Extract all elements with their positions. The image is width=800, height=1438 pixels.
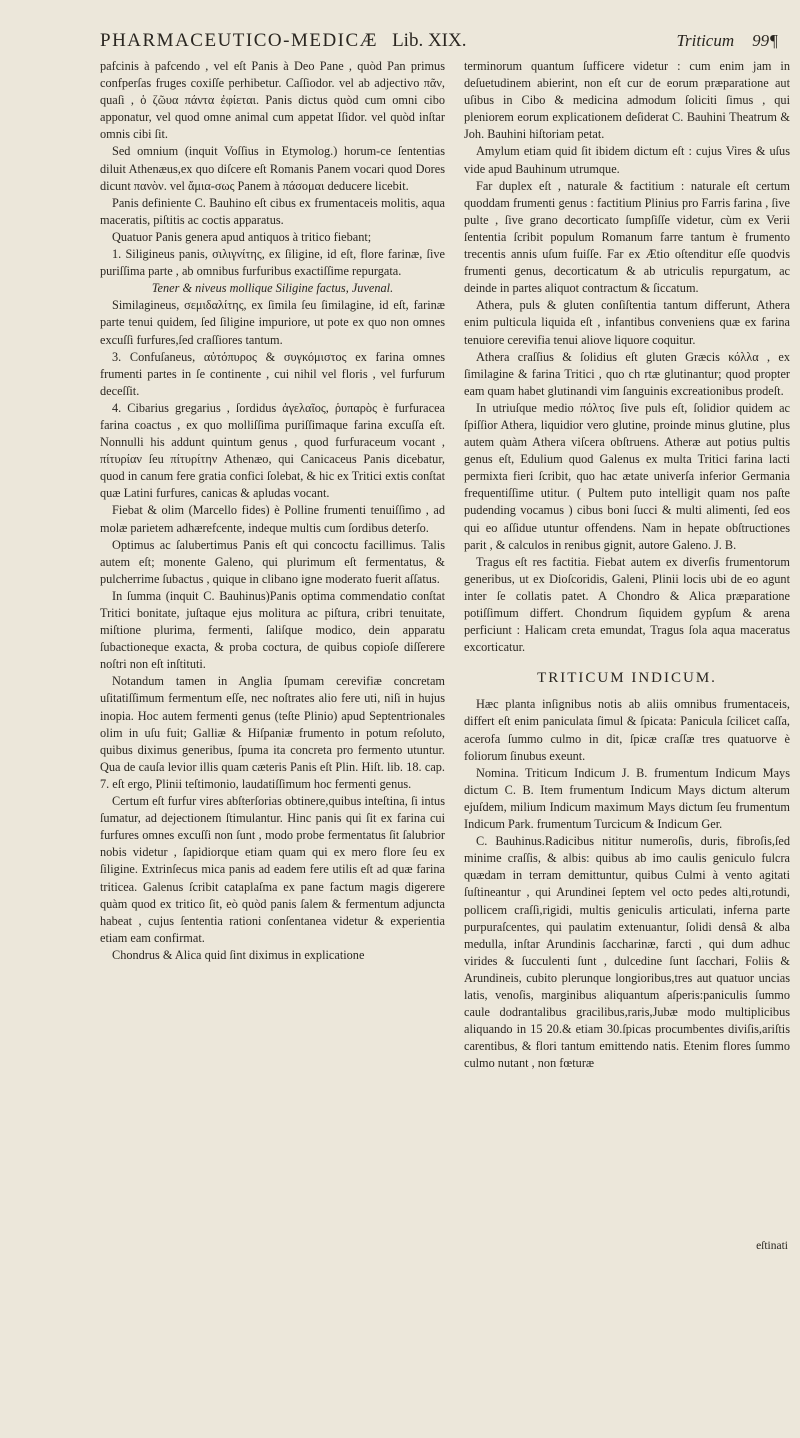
paragraph: Tragus eſt res factitia. Fiebat autem ex diverſis frumentorum generibus, ut ex Dioſcoridis, Galeni, Plinii locis ubi de eo agunt inter ſe collatis patet. A Chondro & Alica præparatione potiſſimum differt. Chondrum ſiquidem gypſum & arena perficiunt : Halicam creta emundat, Tragus ſola aqua maceratus excorticatur. xyxy=(464,554,790,655)
left-column xyxy=(100,58,445,964)
paragraph: Sed omnium (inquit Voſſius in Etymolog.) horum-ce ſententias diluit Athenæus,ex quo diſcere eſt Romanis Panem vocari quod Dores dicunt πανὸν. vel ἄμια-σως Panem à πάσομαι deducere licebit. xyxy=(100,144,445,193)
header-book-number: Lib. XIX. xyxy=(392,30,467,51)
paragraph: 3. Confuſaneus, αὐτόπυρος & συγκόμιστος ex farina omnes frumenti partes in ſe continente , cui nihil vel floris , vel furfurum deceſſit. xyxy=(100,349,445,398)
paragraph: Similagineus, σεμιδαλίτης, ex ſimila ſeu ſimilagine, id eſt, farinæ parte tenui quidem, ſed ſiligine impuriore, ut pote ex quo non omnes excuſſi furfures,ſed craſſiores tantum. xyxy=(100,298,445,347)
paragraph: terminorum quantum ſufficere videtur : cum enim jam in deſuetudinem abierint, non eſt cur de eorum præparatione aut uſibus in Cibo & medicina admodum ſoliciti ſimus , qui pleniorem eorum explicationem deſiderat C. Bauhini Theatrum & Joh. Bauhini hiſtoriam petat. xyxy=(464,59,790,142)
page-number: 99¶ xyxy=(752,31,778,50)
paragraph: Certum eſt furfur vires abſterſorias obtinere,quibus inteſtina, ſi intus ſumatur, ad dejectionem ſtimulantur. Hinc panis qui ſit ex farina cui furfures omnes excuſſi non ſunt , modo probe fermentatus ſit ſalubrior nobis videtur , ſapidiorque etiam quam qui ex mero flore ſeu ex ſiligine. Extrinſecus mica panis ad eadem fere utilis eſt ad quæ farina triticea. Galenus ſcribit cataplaſma ex pane factum magis digerere quàm quod ex tritico ſit, eò quòd panis ſalem & fermentum adjuncta habeat , cujus ſententia rationi conſentanea videtur & experientia etiam eam confirmat. xyxy=(100,794,445,945)
paragraph: In utriuſque medio πόλτος ſive puls eſt, ſolidior quidem ac ſpiſſior Athera, liquidior vero glutine, proinde minus glutine, plus autem quàm Athera viſcera obſtruens. Atheræ aut potius pultis genus eſt, Edulium quod Galenus ex multa Tritici farina lacti permixta fieri ſcribit, quo hac ætate univerſa inferior Germania frequentiſſime utitur. ( Pultem puto intelligit quam nos paſte pudending vocamus ) cibus boni ſucci & multi alimenti, ſed eos qui eo aſſidue utuntur offendens. Nam in hepate obſtructiones parit , & calculos in renibus gignit, autore Galeno. J. B. xyxy=(464,400,790,552)
paragraph: Panis definiente C. Bauhino eſt cibus ex frumentaceis molitis, aqua maceratis, piſtitis ac coctis apparatus. xyxy=(100,195,445,227)
paragraph: Athera, puls & gluten conſiſtentia tantum differunt, Athera enim pulticula liquida eſt , infantibus conveniens quæ ex farina tenuiore cerevifia tenui aliove liquore coquitur. xyxy=(464,298,790,347)
paragraph: Nomina. Triticum Indicum J. B. frumentum Indicum Mays dictum C. B. Item frumentum Indicum Mays dictum alterum ejuſdem, milium Indicum maximum Mays dictum ſeu frumentum Indicum Park. frumentum Turcicum & Indicum Ger. xyxy=(464,765,790,832)
paragraph: C. Bauhinus.Radicibus nititur numeroſis, duris, fibroſis,ſed minime craſſis, & albis: quibus ab imo caulis geniculo fulcra quædam in terram demittuntur, quibus Culmi à vento agitati ſuſtineantur , qui Arundinei ſeptem vel octo pedes alti,rotundi, pollicem craſſi,rigidi, multis geniculis articulati, inferna parte purpuraſcentes, qui paulatim extenuantur, ſolidi densâ & alba medulla, inſtar Arundinis ſaccharinæ, farcti , qui dum adhuc virides & ſucculenti ſunt , dulcedine ſunt ſacchari, Foliis & Arundineis, cubito plerunque longioribus,tres aut quatuor uncias latis, venoſis, marginibus aliquantum aſperis:paniculis ſummo caule dodrantalibus gracilibus,raris,Jubæ modo multiplicibus aliquando in 15 20.& etiam 30.ſpicas procumbentes diviſis,ariſtis carentibus, & flori tantum emittendo natis. Etenim flores ſummo culmo nutant , non fœturæ xyxy=(464,834,790,1071)
paragraph: Chondrus & Alica quid ſint diximus in explicatione xyxy=(112,947,365,962)
right-column xyxy=(464,58,790,1072)
section-heading: TRITICUM INDICUM. xyxy=(537,670,717,687)
paragraph: Far duplex eſt , naturale & factitium : naturale eſt certum quoddam frumenti genus : factitium Plinius pro Farris farina , ſive pulte , ſive grano decorticato ſumpſiſſe videtur, cùm ex Verii ſententia ſcribit populum Romanum farre tantum è frumento trecentis annis uſum fuiſſe. Far ex Ætio oſtenditur eſſe quodvis frumenti genus, decorticatum & ab utriculis repurgatum, ac deinde in partes aliquot contractum & ſiccatum. xyxy=(464,178,790,296)
paragraph: In ſumma (inquit C. Bauhinus)Panis optima commendatio conſtat Tritici bonitate, juſtaque ejus molitura ac piſtura, cribri tenuitate, miſtione plurima, fermenti, ſaliſque modico, dein apparatu ſubactioneque exacta, & proba coctura, de quibus copioſe diſſerere noſtri non eſt inſtituti. xyxy=(100,588,445,672)
catchword: eſtinati xyxy=(756,1240,788,1252)
paragraph: pafcinis à pafcendo , vel eſt Panis à Deo Pane , quòd Pan primus confperſas fruges coxiſſe perhibetur. Caſſiodor. vel ab adjectivo πᾶν, quaſi , ὁ ζῶυα πάντα ἐφίεται. Panis dictus quòd cum omni cibo apponatur, vel quod omne animal cum appetat Iſidor. vel quòd inſtar omnis cibi ſit. xyxy=(100,59,445,142)
paragraph: Athera craſſius & ſolidius eſt gluten Græcis κόλλα , ex ſimilagine & farina Tritici , quo ch rtæ glutinantur; quod propter eam quam habet glutinandi vim ſanguinis excreationibus prodeſt. xyxy=(464,349,790,398)
running-header xyxy=(100,30,778,60)
paragraph: 1. Siligineus panis, σιλιγνίτης, ex ſiligine, id eſt, flore farinæ, ſive puriſſima parte , ab omnibus furfuribus exactiſſime repurgata. xyxy=(100,247,445,279)
paragraph: Hæc planta inſignibus notis ab aliis omnibus frumentaceis, differt eſt enim paniculata ſimul & ſpicata: Panicula ſcilicet caſſa, acerofa ſummo culmo in dit, ſpicæ craſſæ tres quatuorve è foliorum ſinubus exeunt. xyxy=(464,697,790,763)
paragraph: Tener & niveus mollique Siligine factus, Juvenal. xyxy=(151,281,394,296)
paragraph: Fiebat & olim (Marcello fides) è Polline frumenti tenuiſſimo , ad molæ parietem adhærefcente, indeque multis cum ſordibus deterſo. xyxy=(100,503,445,535)
header-section: Triticum xyxy=(676,31,735,50)
paragraph: Optimus ac ſalubertimus Panis eſt qui concoctu facillimus. Talis autem eſt; monente Galeno, qui plurimum eſt fermentatus, & pulcherrime ſubactus , quique in clibano igne moderato fuerit aſſatus. xyxy=(100,537,445,586)
header-title: PHARMACEUTICO-MEDICÆ xyxy=(100,30,379,51)
paragraph: 4. Cibarius gregarius , ſordidus ἀγελαῖος, ῥυπαρὸς è furfuracea farina coactus , ex quo molliſſima puriſſimaque farina excuſſa eſt. Nonnulli his addunt quintum genus , quod furfuraceum vocant , πίτυρίαν ſeu πίτυρίτην Athenæo, qui Canicaceus Panis dicebatur, quod in canum fere gratia confici ſolebat, & hic ex Tritici extis conſtat quæ Latini furfures, canicas & apludas vocant. xyxy=(100,400,445,501)
paragraph: Quatuor Panis genera apud antiquos à tritico fiebant; xyxy=(112,229,372,244)
paragraph: Amylum etiam quid ſit ibidem dictum eſt : cujus Vires & uſus vide apud Bauhinum utrumque. xyxy=(464,144,790,176)
paragraph: Notandum tamen in Anglia ſpumam cerevifiæ concretam uſitatiſſimum fermentum eſſe, nec noſtrates alio fere uti, niſi in hujus inopia. Hoc autem fermenti genus (teſte Plinio) apud Septentrionales olim in uſu fuit; Galliæ & Hiſpaniæ frumento in potum reſoluto, quibus diximus generibus, ſpuma ita concreta pro fermento utuntur. Qua de cauſa levior illis quam cæteris Panis eſt Plin. Hiſt. lib. 18. cap. 7. eſt ergo, Plinii teſtimonio, laudatiſſimum hoc fermenti genus. xyxy=(100,674,445,791)
